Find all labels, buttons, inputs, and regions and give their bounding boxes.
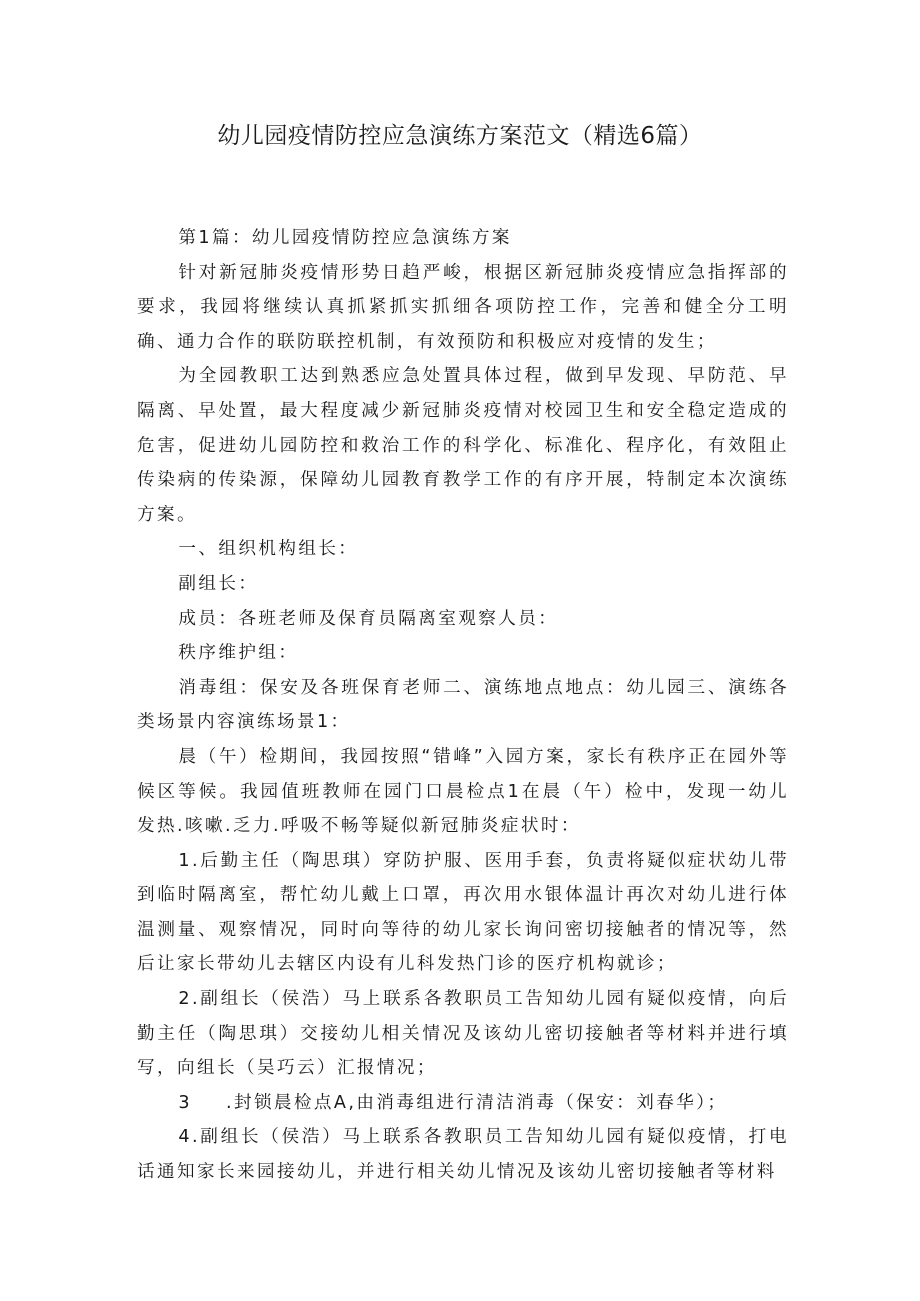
paragraph: 消毒组：保安及各班保育老师二、演练地点地点：幼儿园三、演练各类场景内容演练场景1： xyxy=(137,677,789,733)
section-heading: 一、组织机构组长： xyxy=(178,539,359,560)
list-item: 2.副组长（侯浩）马上联系各教职员工告知幼儿园有疑似疫情，向后勤主任（陶思琪）交接幼儿相关情况及该幼儿密切接触者等材料并进行填写，向组长（吴巧云）汇报情况； xyxy=(137,989,789,1079)
paragraph: 针对新冠肺炎疫情形势日趋严峻，根据区新冠肺炎疫情应急指挥部的要求，我园将继续认真抓紧抓实抓细各项防控工作，完善和健全分工明确、通力合作的联防联控机制，有效预防和积极应对疫情的发生； xyxy=(137,262,789,352)
list-item: 4.副组长（侯浩）马上联系各教职员工告知幼儿园有疑似疫情，打电话通知家长来园接幼儿，并进行相关幼儿情况及该幼儿密切接触者等材料 xyxy=(137,1127,789,1183)
list-item: 1.后勤主任（陶思琪）穿防护服、医用手套，负责将疑似症状幼儿带到临时隔离室，帮忙幼儿戴上口罩，再次用水银体温计再次对幼儿进行体温测量、观察情况，同时向等待的幼儿家长询问密切接触者的情况等，然后让家长带幼儿去辖区内设有儿科发热门诊的医疗机构就诊； xyxy=(137,850,789,975)
document-title: 幼儿园疫情防控应急演练方案范文（精选6篇） xyxy=(217,123,703,149)
paragraph: 晨（午）检期间，我园按照“错峰”入园方案，家长有秩序正在园外等候区等候。我园值班教师在园门口晨检点1在晨（午）检中，发现一幼儿发热.咳嗽.乏力.呼吸不畅等疑似新冠肺炎症状时： xyxy=(137,746,789,837)
chapter-heading: 第1篇：幼儿园疫情防控应急演练方案 xyxy=(178,228,512,248)
list-item xyxy=(137,1086,789,1121)
list-item-number: 3 xyxy=(178,1092,192,1113)
document-body xyxy=(137,221,789,1190)
paragraph: 副组长： xyxy=(178,573,259,594)
paragraph: 为全园教职工达到熟悉应急处置具体过程，做到早发现、早防范、早隔离、早处置，最大程度减少新冠肺炎疫情对校园卫生和安全稳定造成的危害，促进幼儿园防控和救治工作的科学化、标准化、程序化，有效阻止传染病的传染源，保障幼儿园教育教学工作的有序开展，特制定本次演练方案。 xyxy=(137,366,789,525)
list-item-text: .封锁晨检点A,由消毒组进行清洁消毒（保安：刘春华）； xyxy=(225,1092,728,1113)
paragraph: 秩序维护组： xyxy=(178,643,299,664)
paragraph: 成员：各班老师及保育员隔离室观察人员： xyxy=(178,608,559,629)
